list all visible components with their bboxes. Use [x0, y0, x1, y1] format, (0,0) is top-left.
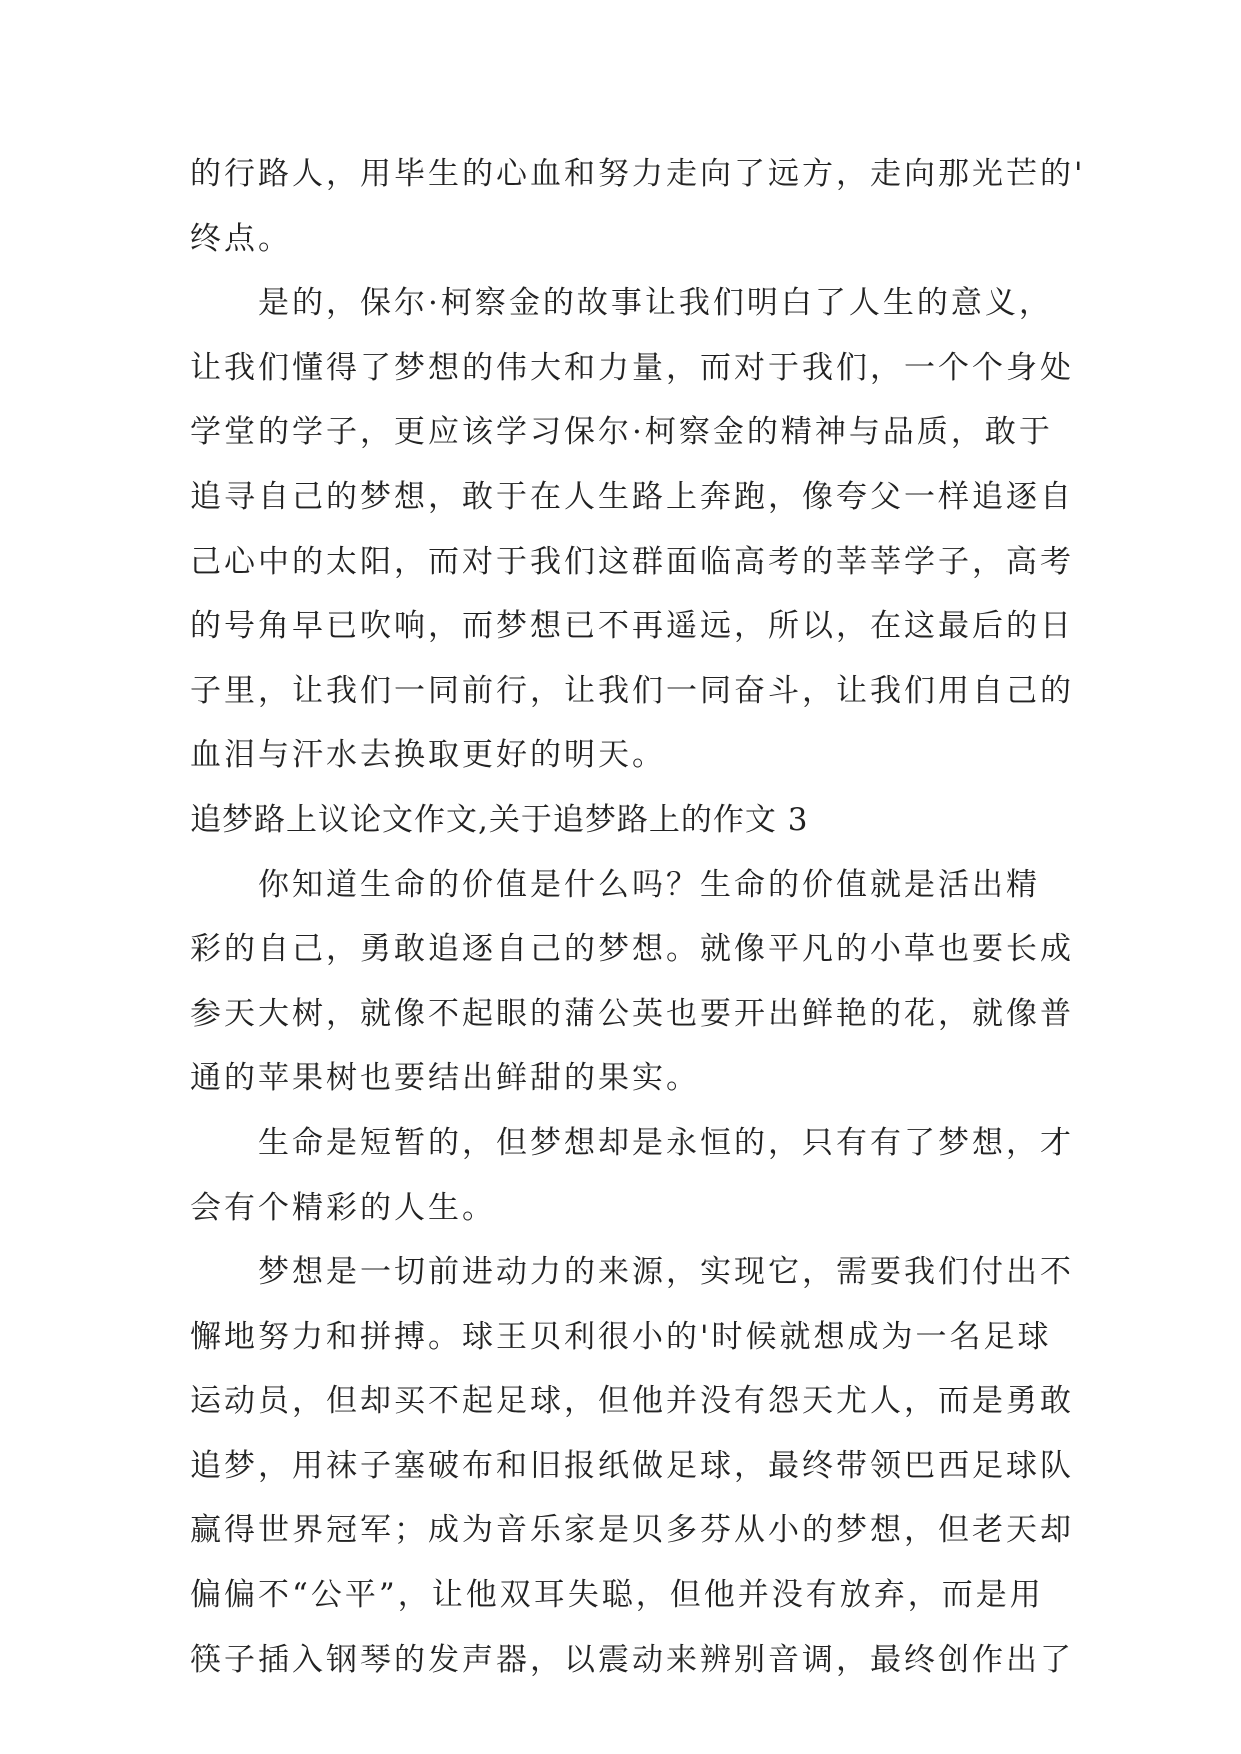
text-line: 追寻自己的梦想，敢于在人生路上奔跑，像夸父一样追逐自	[190, 478, 1074, 515]
text-line: 己心中的太阳，而对于我们这群面临高考的莘莘学子，高考	[190, 543, 1074, 580]
paragraph-start: 生命是短暂的，但梦想却是永恒的，只有有了梦想，才	[258, 1124, 1074, 1161]
text-line: 筷子插入钢琴的发声器，以震动来辨别音调，最终创作出了	[190, 1641, 1074, 1678]
text-line: 终点。	[190, 220, 292, 257]
text-line: 血泪与汗水去换取更好的明天。	[190, 737, 666, 774]
paragraph-start: 是的，保尔·柯察金的故事让我们明白了人生的意义，	[258, 285, 1053, 322]
text-line: 会有个精彩的人生。	[190, 1189, 496, 1226]
paragraph-start: 你知道生命的价值是什么吗？生命的价值就是活出精	[258, 866, 1040, 903]
text-line: 追梦，用袜子塞破布和旧报纸做足球，最终带领巴西足球队	[190, 1447, 1074, 1484]
section-heading: 追梦路上议论文作文,关于追梦路上的作文 3	[190, 801, 809, 838]
text-line: 让我们懂得了梦想的伟大和力量，而对于我们，一个个身处	[190, 349, 1074, 386]
document-page	[190, 142, 1086, 1692]
text-line: 子里，让我们一同前行，让我们一同奋斗，让我们用自己的	[190, 672, 1074, 709]
text-line: 通的苹果树也要结出鲜甜的果实。	[190, 1060, 700, 1097]
text-line: 赢得世界冠军；成为音乐家是贝多芬从小的梦想，但老天却	[190, 1512, 1074, 1549]
text-line: 学堂的学子，更应该学习保尔·柯察金的精神与品质，敢于	[190, 414, 1053, 451]
text-line: 彩的自己，勇敢追逐自己的梦想。就像平凡的小草也要长成	[190, 931, 1074, 968]
paragraph-start: 梦想是一切前进动力的来源，实现它，需要我们付出不	[258, 1254, 1074, 1291]
text-line: 的行路人，用毕生的心血和努力走向了远方，走向那光芒的'	[190, 156, 1086, 192]
text-line: 偏偏不“公平”，让他双耳失聪，但他并没有放弃，而是用	[190, 1577, 1044, 1614]
text-line: 的号角早已吹响，而梦想已不再遥远，所以，在这最后的日	[190, 608, 1074, 645]
text-line: 懈地努力和拼搏。球王贝利很小的'时候就想成为一名足球	[190, 1318, 1052, 1355]
text-line: 参天大树，就像不起眼的蒲公英也要开出鲜艳的花，就像普	[190, 995, 1074, 1032]
text-line: 运动员，但却买不起足球，但他并没有怨天尤人，而是勇敢	[190, 1383, 1074, 1420]
